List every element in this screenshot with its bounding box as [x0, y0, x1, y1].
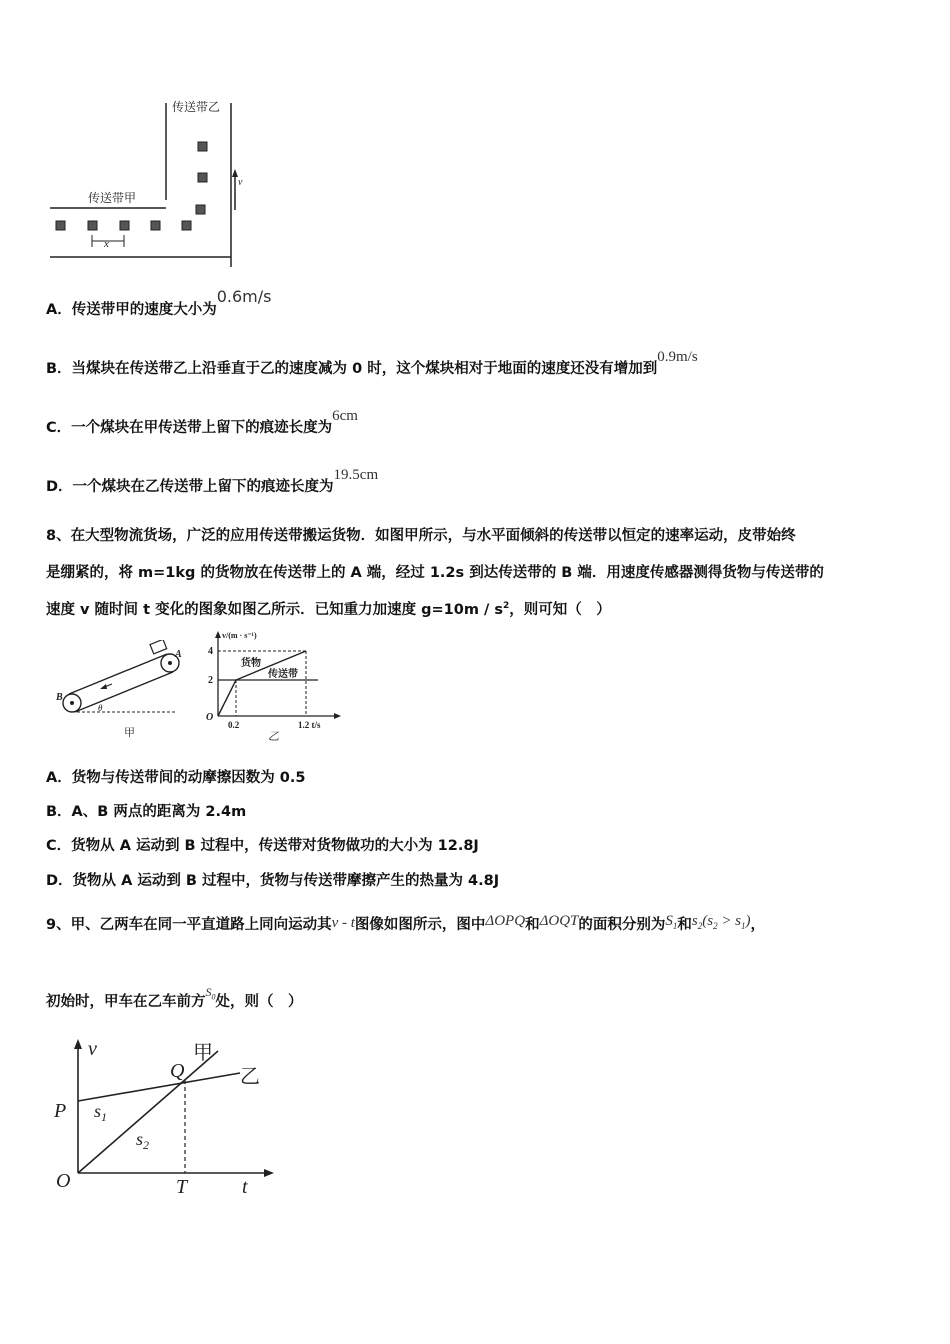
- q9-stem-line2: 初始时，甲车在乙车前方$^{S_0}$处，则（ ）: [46, 985, 303, 1010]
- s2-label: $s_2$: [136, 1129, 150, 1152]
- q7-option-b-value: 0.9m/s: [657, 349, 698, 365]
- q8-stem-line3: 速度 v 随时间 t 变化的图象如图乙所示．已知重力加速度 $g=10m / s^2$，则可知（ ）: [46, 601, 611, 618]
- vt-graph-q8: [198, 628, 348, 743]
- t-mark-label: T: [176, 1176, 188, 1198]
- yi-line-label: 乙: [240, 1066, 260, 1088]
- belt-jia-label: 传送带甲: [88, 191, 137, 205]
- q8-option-d: D．货物从 A 运动到 B 过程中，货物与传送带摩擦产生的热量为 4.8J: [46, 873, 500, 889]
- q7-option-a-value: 0.6m/s: [216, 287, 272, 306]
- v-label: v: [238, 177, 243, 188]
- point-b-label: B: [56, 692, 63, 703]
- q-label: Q: [170, 1060, 185, 1082]
- q7-option-a: A．传送带甲的速度大小为0.6m/s: [46, 287, 272, 318]
- cargo-label: 货物: [241, 658, 261, 669]
- q7-option-b: B．当煤块在传送带乙上沿垂直于乙的速度减为 0 时，这个煤块相对于地面的速度还没有增加到0.9m/s: [46, 349, 698, 377]
- y-tick-2: 2: [208, 675, 213, 686]
- belt-label: 传送带: [268, 669, 298, 680]
- origin-label: O: [206, 712, 214, 723]
- fig-jia-caption: 甲: [124, 727, 135, 739]
- p-label: P: [54, 1100, 67, 1122]
- q8-option-b: B．A、B 两点的距离为 2.4m: [46, 804, 247, 820]
- theta-label: θ: [98, 703, 103, 713]
- q8-graph-ylabel: v/(m · s⁻¹): [222, 631, 257, 640]
- t-axis-label: t: [242, 1176, 248, 1198]
- q8-option-a: A．货物与传送带间的动摩擦因数为 0.5: [46, 770, 306, 786]
- incline-belt-figure: [50, 640, 190, 740]
- v-axis-label: v: [88, 1038, 97, 1060]
- point-a-label: A: [175, 649, 182, 660]
- q7-option-c: C．一个煤块在甲传送带上留下的痕迹长度为6cm: [46, 408, 358, 436]
- fig-yi-caption: 乙: [268, 731, 279, 743]
- y-tick-4: 4: [208, 646, 213, 657]
- x-label: x: [104, 238, 109, 250]
- q9-stem-line1: 9、甲、乙两车在同一平直道路上同向运动其v - t图像如图所示，图中ΔOPQ和ΔOQT的面积分别为$S_1$和$s_2(s_2 > s_1)$，: [46, 913, 766, 933]
- q8-stem-line1: 8、在大型物流货场，广泛的应用传送带搬运货物．如图甲所示，与水平面倾斜的传送带以恒定的速率运动，皮带始终: [46, 528, 796, 544]
- conveyor-belt-figure: [40, 95, 250, 275]
- jia-line-label: 甲: [193, 1042, 213, 1064]
- vt-graph-q9: [50, 1035, 280, 1200]
- o-label: O: [56, 1170, 71, 1192]
- q8-stem-line2: 是绷紧的，将 m=1kg 的货物放在传送带上的 A 端，经过 1.2s 到达传送带的 B 端．用速度传感器测得货物与传送带的: [46, 565, 824, 581]
- belt-yi-label: 传送带乙: [172, 100, 221, 114]
- q7-option-d-value: 19.5cm: [333, 467, 379, 483]
- x-tick-02: 0.2: [228, 720, 240, 730]
- s1-label: $s_1$: [94, 1101, 108, 1124]
- q7-option-c-value: 6cm: [332, 408, 358, 424]
- q8-option-c: C．货物从 A 运动到 B 过程中，传送带对货物做功的大小为 12.8J: [46, 838, 479, 854]
- q7-option-d: D．一个煤块在乙传送带上留下的痕迹长度为19.5cm: [46, 467, 379, 495]
- x-tick-12: 1.2 t/s: [298, 720, 321, 730]
